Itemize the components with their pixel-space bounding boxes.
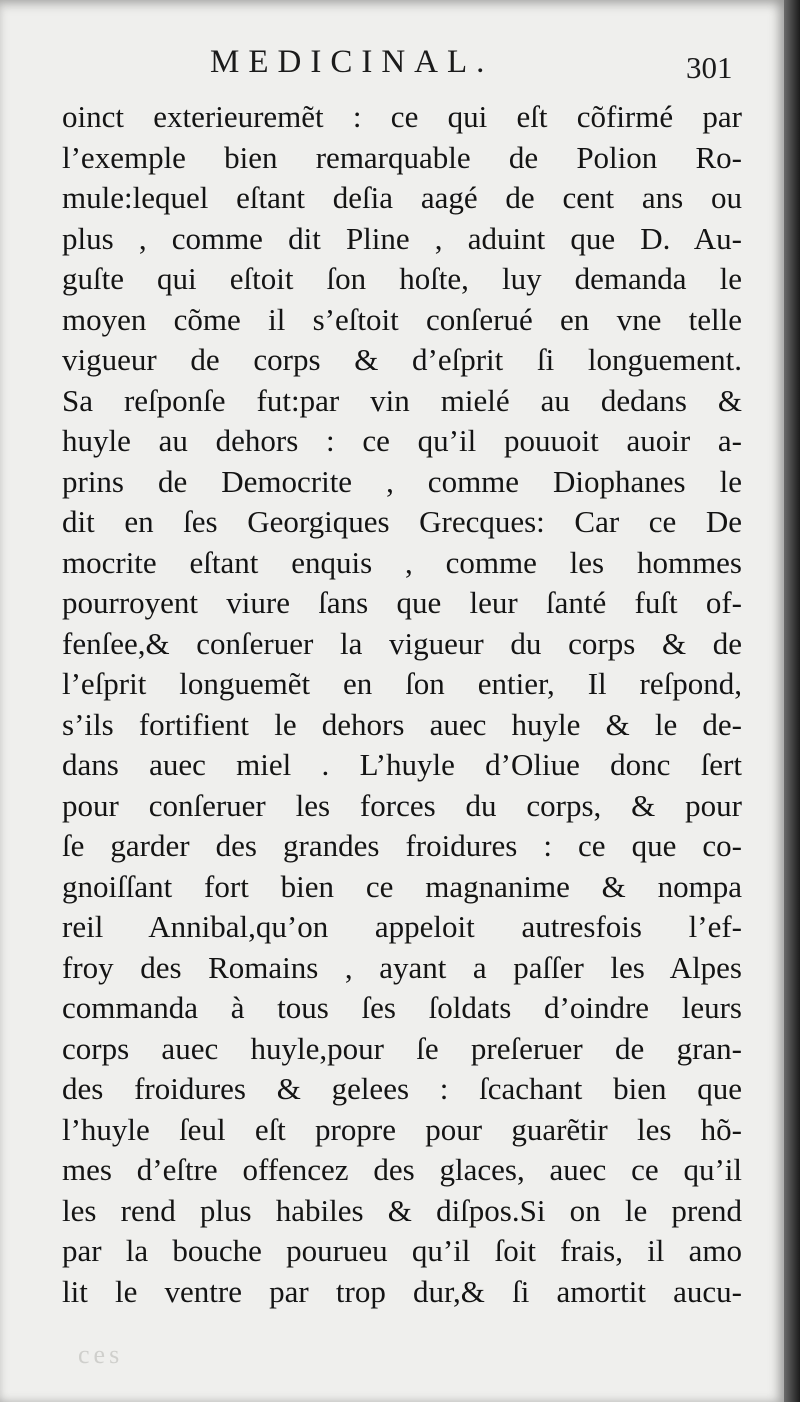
running-title: MEDICINAL. [210, 44, 494, 80]
text-line: pour conſeruer les forces du corps, & pour [62, 787, 742, 823]
page-number: 301 [686, 50, 733, 85]
text-line: les rend plus habiles & diſpos.Si on le prend [62, 1192, 742, 1228]
bleed-through-text: ces [78, 1340, 124, 1369]
text-line: Sa reſponſe fut:par vin mielé au dedans & [62, 382, 742, 418]
text-line: des froidures & gelees : ſcachant bien que [62, 1071, 742, 1106]
text-line: plus , comme dit Pline , aduint que D. Au- [62, 220, 742, 256]
text-line: froy des Romains , ayant a paſſer les Alpes [62, 949, 742, 985]
page-edge-shadow [784, 0, 800, 1402]
text-line: commanda à tous ſes ſoldats d’oindre leurs [62, 990, 742, 1025]
text-line: vigueur de corps & d’eſprit ſi longuement. [62, 342, 742, 377]
text-line: mule:lequel eſtant deſia aagé de cent ans ou [62, 180, 742, 215]
text-line: dit en ſes Georgiques Grecques: Car ce De [62, 504, 742, 539]
text-line: guſte qui eſtoit ſon hoſte, luy demanda le [62, 261, 742, 296]
text-line: par la bouche pourueu qu’il ſoit frais, il amo [62, 1233, 742, 1268]
text-line: s’ils fortifient le dehors auec huyle & le de- [62, 706, 742, 742]
text-line: gnoiſſant fort bien ce magnanime & nompa [62, 868, 742, 904]
text-line: pourroyent viure ſans que leur ſanté fuſt of- [62, 585, 742, 620]
text-line: reil Annibal,qu’on appeloit autresfois l’ef- [62, 909, 742, 944]
text-line: lit le ventre par trop dur,& ſi amortit aucu- [62, 1273, 742, 1309]
text-line: mes d’eſtre offencez des glaces, auec ce qu’il [62, 1152, 742, 1187]
text-line: l’exemple bien remarquable de Polion Ro- [62, 139, 742, 175]
text-line: mocrite eſtant enquis , comme les hommes [62, 544, 742, 580]
text-line: l’eſprit longuemẽt en ſon entier, Il reſpond, [62, 666, 742, 701]
text-line: oinct exterieuremẽt : ce qui eſt cõfirmé par [62, 99, 742, 134]
body-text [62, 97, 742, 1312]
text-line: ſe garder des grandes froidures : ce que co- [62, 828, 742, 863]
text-line: huyle au dehors : ce qu’il pouuoit auoir a- [62, 423, 742, 458]
text-line: l’huyle ſeul eſt propre pour guarẽtir les hõ- [62, 1111, 742, 1147]
text-line: prins de Democrite , comme Diophanes le [62, 463, 742, 499]
text-line: fenſee,& conſeruer la vigueur du corps & de [62, 625, 742, 661]
text-line: moyen cõme il s’eſtoit conſerué en vne telle [62, 301, 742, 337]
text-line: dans auec miel . L’huyle d’Oliue donc ſert [62, 747, 742, 782]
text-line: corps auec huyle,pour ſe preſeruer de gran- [62, 1030, 742, 1066]
